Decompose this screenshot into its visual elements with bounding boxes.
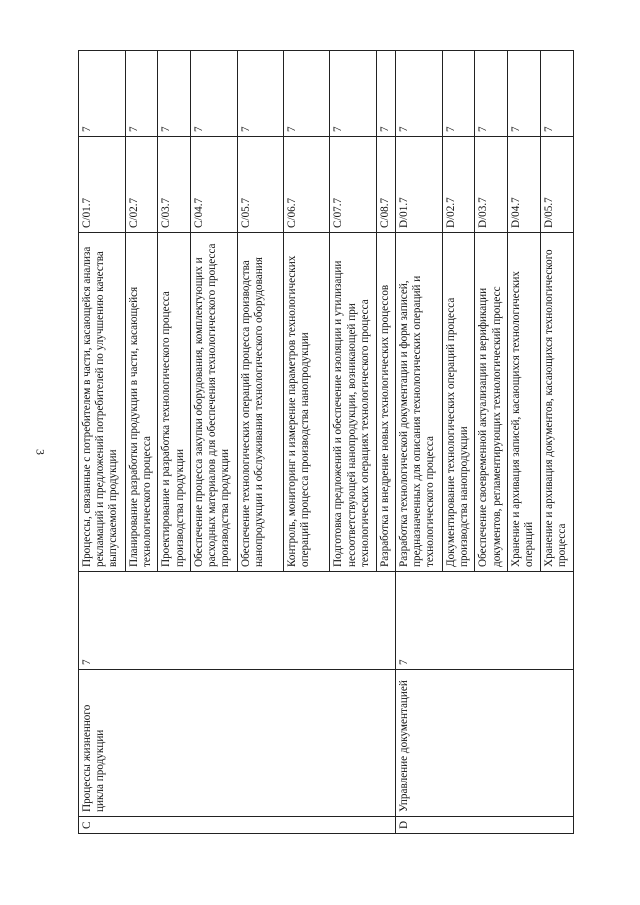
function-code: C/03.7: [158, 137, 191, 233]
function-level: 7: [442, 51, 475, 137]
function-name: Процессы, связанные с потребителем в части, касающейся анализа рекламаций и предложений потребителей по улучшению качества выпускаемой продукции: [79, 233, 126, 572]
table-row: [396, 51, 443, 834]
function-level: 7: [377, 51, 396, 137]
function-level: 7: [396, 51, 443, 137]
group-name-c: Процессы жизненного цикла продукции: [79, 670, 396, 817]
function-code: D/03.7: [475, 137, 508, 233]
group-level-d: 7: [396, 572, 574, 670]
group-code-c: C: [79, 817, 396, 834]
function-level: 7: [158, 51, 191, 137]
function-level: 7: [330, 51, 377, 137]
function-name: Планирование разработки продукции в части, касающейся технологического процесса: [125, 233, 158, 572]
group-level-c: 7: [79, 572, 396, 670]
function-name: Обеспечение своевременной актуализации и верификации документов, регламентирующих технологический процесс: [475, 233, 508, 572]
function-name: Обеспечение процесса закупки оборудования, комплектующих и расходных материалов для обеспечения технологического процесса производства продукции: [191, 233, 238, 572]
function-code: C/06.7: [284, 137, 330, 233]
function-level: 7: [125, 51, 158, 137]
function-name: Хранение и архивация документов, касающихся технологического процесса: [541, 233, 574, 572]
function-code: D/02.7: [442, 137, 475, 233]
function-code: C/02.7: [125, 137, 158, 233]
function-name: Проектирование и разработка технологического процесса производства продукции: [158, 233, 191, 572]
function-level: 7: [191, 51, 238, 137]
function-name: Разработка и внедрение новых технологических процессов: [377, 233, 396, 572]
function-code: D/04.7: [508, 137, 541, 233]
function-code: C/01.7: [79, 137, 126, 233]
function-level: 7: [79, 51, 126, 137]
function-code: C/04.7: [191, 137, 238, 233]
page-number: 3: [33, 449, 48, 455]
function-level: 7: [284, 51, 330, 137]
function-level: 7: [541, 51, 574, 137]
function-level: 7: [508, 51, 541, 137]
table-row: [79, 51, 126, 834]
rotated-table-container: [78, 51, 574, 834]
function-code: D/01.7: [396, 137, 443, 233]
group-code-d: D: [396, 817, 574, 834]
function-name: Хранение и архивация записей, касающихся технологических операций: [508, 233, 541, 572]
function-level: 7: [475, 51, 508, 137]
function-code: C/07.7: [330, 137, 377, 233]
function-name: Документирование технологических операций процесса производства нанопродукции: [442, 233, 475, 572]
function-name: Разработка технологической документации и форм записей, предназначенных для описания технологических операций и технологического процесса: [396, 233, 443, 572]
function-name: Контроль, мониторинг и измерение параметров технологических операций процесса производства нанопродукции: [284, 233, 330, 572]
function-level: 7: [237, 51, 283, 137]
group-name-d: Управление документацией: [396, 670, 574, 817]
function-name: Обеспечение технологических операций процесса производства нанопродукции и обслуживания технологического оборудования: [237, 233, 283, 572]
function-name: Подготовка предложений и обеспечение изоляции и утилизации несоответствующей нанопродукции, возникающей при технологических операциях технологического процесса: [330, 233, 377, 572]
functions-table: [78, 50, 574, 834]
function-code: C/05.7: [237, 137, 283, 233]
function-code: C/08.7: [377, 137, 396, 233]
function-code: D/05.7: [541, 137, 574, 233]
